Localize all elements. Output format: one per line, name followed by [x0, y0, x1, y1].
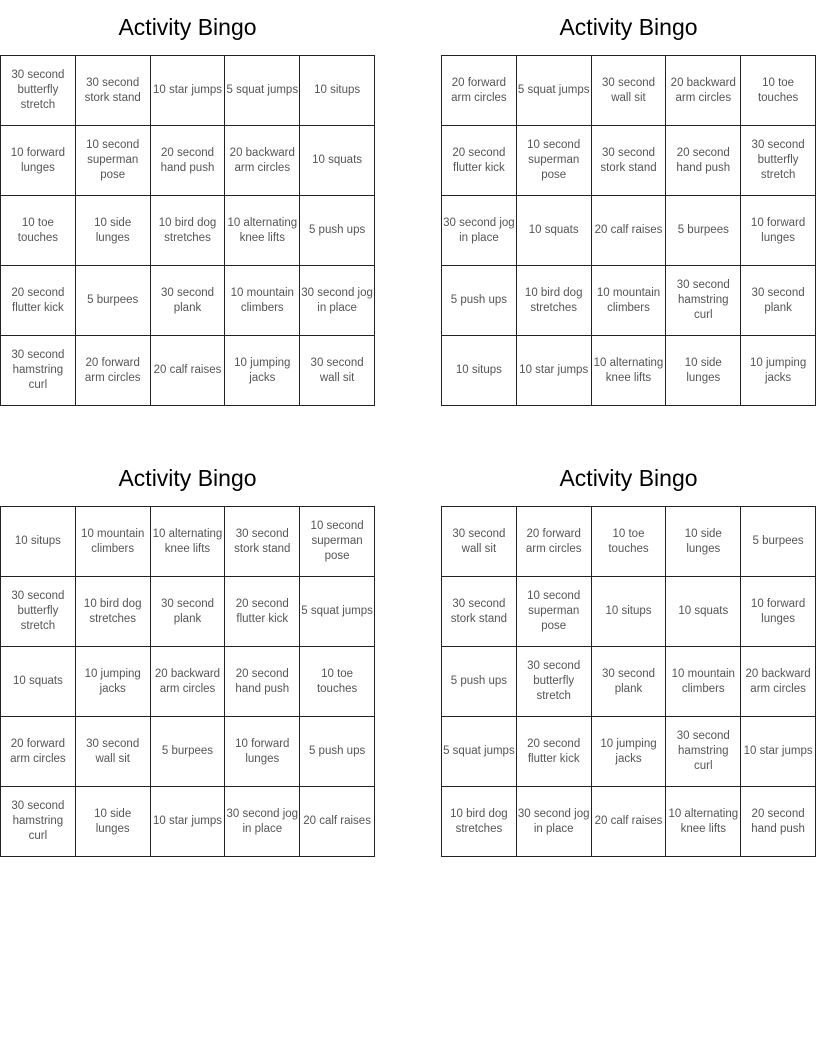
bingo-cell: 10 alternating knee lifts — [592, 336, 667, 406]
bingo-cell: 30 second hamstring curl — [666, 266, 741, 336]
bingo-cell: 10 bird dog stretches — [517, 266, 592, 336]
bingo-cell: 10 squats — [517, 196, 592, 266]
bingo-cell: 10 situps — [592, 577, 667, 647]
card-title: Activity Bingo — [118, 465, 257, 491]
bingo-cell: 5 burpees — [666, 196, 741, 266]
bingo-cell: 30 second plank — [592, 647, 667, 717]
bingo-cell: 20 calf raises — [592, 787, 667, 857]
bingo-cell: 20 second hand push — [666, 126, 741, 196]
bingo-cell: 5 squat jumps — [517, 56, 592, 126]
bingo-cell: 5 push ups — [300, 196, 375, 266]
bingo-cell: 10 jumping jacks — [76, 647, 151, 717]
bingo-cell: 30 second stork stand — [442, 577, 517, 647]
bingo-card-2 — [441, 0, 816, 406]
bingo-cell: 10 second superman pose — [300, 507, 375, 577]
bingo-cell: 10 second superman pose — [517, 126, 592, 196]
bingo-grid — [0, 506, 375, 857]
bingo-cell: 30 second stork stand — [592, 126, 667, 196]
card-title: Activity Bingo — [118, 14, 257, 40]
bingo-cell: 5 push ups — [300, 717, 375, 787]
bingo-cell: 10 squats — [666, 577, 741, 647]
bingo-cell: 10 alternating knee lifts — [666, 787, 741, 857]
bingo-cell: 5 burpees — [76, 266, 151, 336]
bingo-cell: 10 star jumps — [151, 56, 226, 126]
bingo-cell: 10 jumping jacks — [225, 336, 300, 406]
bingo-cell: 20 second flutter kick — [442, 126, 517, 196]
bingo-cell: 10 side lunges — [666, 336, 741, 406]
bingo-cell: 10 forward lunges — [1, 126, 76, 196]
bingo-cell: 10 bird dog stretches — [151, 196, 226, 266]
bingo-cell: 30 second wall sit — [76, 717, 151, 787]
bingo-cell: 30 second hamstring curl — [666, 717, 741, 787]
bingo-cell: 10 bird dog stretches — [442, 787, 517, 857]
bingo-grid — [441, 55, 816, 406]
bingo-cell: 10 mountain climbers — [592, 266, 667, 336]
bingo-cell: 10 situps — [1, 507, 76, 577]
bingo-cell: 5 squat jumps — [442, 717, 517, 787]
bingo-cell: 20 calf raises — [300, 787, 375, 857]
bingo-cell: 30 second hamstring curl — [1, 336, 76, 406]
bingo-cell: 10 star jumps — [517, 336, 592, 406]
bingo-cell: 10 forward lunges — [225, 717, 300, 787]
bingo-cell: 10 star jumps — [741, 717, 816, 787]
bingo-cell: 20 second hand push — [151, 126, 226, 196]
bingo-cell: 30 second plank — [741, 266, 816, 336]
bingo-cell: 10 second superman pose — [76, 126, 151, 196]
bingo-cell: 20 forward arm circles — [517, 507, 592, 577]
bingo-cell: 30 second wall sit — [442, 507, 517, 577]
bingo-cell: 20 forward arm circles — [442, 56, 517, 126]
bingo-cell: 30 second hamstring curl — [1, 787, 76, 857]
bingo-cell: 20 forward arm circles — [76, 336, 151, 406]
bingo-cell: 30 second jog in place — [300, 266, 375, 336]
bingo-cell: 30 second butterfly stretch — [517, 647, 592, 717]
bingo-cell: 20 backward arm circles — [666, 56, 741, 126]
bingo-cell: 20 backward arm circles — [225, 126, 300, 196]
bingo-cell: 10 jumping jacks — [741, 336, 816, 406]
bingo-cell: 10 alternating knee lifts — [151, 507, 226, 577]
bingo-card-4 — [441, 451, 816, 857]
bingo-cell: 5 burpees — [741, 507, 816, 577]
bingo-cell: 10 forward lunges — [741, 196, 816, 266]
bingo-cell: 20 second hand push — [225, 647, 300, 717]
bingo-cell: 30 second stork stand — [225, 507, 300, 577]
bingo-cell: 30 second jog in place — [517, 787, 592, 857]
bingo-cell: 5 burpees — [151, 717, 226, 787]
bingo-cell: 10 mountain climbers — [666, 647, 741, 717]
bingo-cell: 30 second jog in place — [225, 787, 300, 857]
bingo-cell: 10 situps — [300, 56, 375, 126]
bingo-card-3 — [0, 451, 375, 857]
bingo-cell: 30 second butterfly stretch — [1, 56, 76, 126]
bingo-cell: 30 second butterfly stretch — [741, 126, 816, 196]
bingo-cell: 20 forward arm circles — [1, 717, 76, 787]
bingo-cell: 5 push ups — [442, 647, 517, 717]
bingo-cell: 10 mountain climbers — [76, 507, 151, 577]
bingo-cell: 30 second jog in place — [442, 196, 517, 266]
bingo-cell: 10 forward lunges — [741, 577, 816, 647]
bingo-cell: 10 squats — [300, 126, 375, 196]
bingo-cell: 10 side lunges — [76, 196, 151, 266]
bingo-cell: 10 toe touches — [300, 647, 375, 717]
bingo-cell: 10 star jumps — [151, 787, 226, 857]
bingo-cell: 5 squat jumps — [300, 577, 375, 647]
bingo-cell: 20 calf raises — [151, 336, 226, 406]
bingo-cell: 10 second superman pose — [517, 577, 592, 647]
bingo-cell: 10 toe touches — [592, 507, 667, 577]
bingo-cell: 30 second plank — [151, 266, 226, 336]
card-title: Activity Bingo — [559, 465, 698, 491]
bingo-grid — [441, 506, 816, 857]
bingo-cell: 30 second stork stand — [76, 56, 151, 126]
bingo-cell: 10 side lunges — [76, 787, 151, 857]
bingo-cell: 10 situps — [442, 336, 517, 406]
bingo-cell: 5 squat jumps — [225, 56, 300, 126]
bingo-cell: 30 second butterfly stretch — [1, 577, 76, 647]
bingo-cell: 20 backward arm circles — [741, 647, 816, 717]
bingo-cell: 10 side lunges — [666, 507, 741, 577]
bingo-cell: 20 second hand push — [741, 787, 816, 857]
bingo-cell: 20 calf raises — [592, 196, 667, 266]
bingo-cell: 10 squats — [1, 647, 76, 717]
bingo-cell: 10 jumping jacks — [592, 717, 667, 787]
bingo-cell: 10 mountain climbers — [225, 266, 300, 336]
bingo-cell: 10 toe touches — [741, 56, 816, 126]
bingo-cell: 30 second plank — [151, 577, 226, 647]
bingo-grid — [0, 55, 375, 406]
bingo-card-1 — [0, 0, 375, 406]
bingo-cell: 20 backward arm circles — [151, 647, 226, 717]
card-title: Activity Bingo — [559, 14, 698, 40]
bingo-cell: 20 second flutter kick — [1, 266, 76, 336]
bingo-cell: 30 second wall sit — [592, 56, 667, 126]
bingo-cell: 20 second flutter kick — [225, 577, 300, 647]
bingo-cell: 5 push ups — [442, 266, 517, 336]
bingo-cell: 10 bird dog stretches — [76, 577, 151, 647]
bingo-cell: 20 second flutter kick — [517, 717, 592, 787]
bingo-cell: 10 toe touches — [1, 196, 76, 266]
bingo-cell: 10 alternating knee lifts — [225, 196, 300, 266]
bingo-cell: 30 second wall sit — [300, 336, 375, 406]
